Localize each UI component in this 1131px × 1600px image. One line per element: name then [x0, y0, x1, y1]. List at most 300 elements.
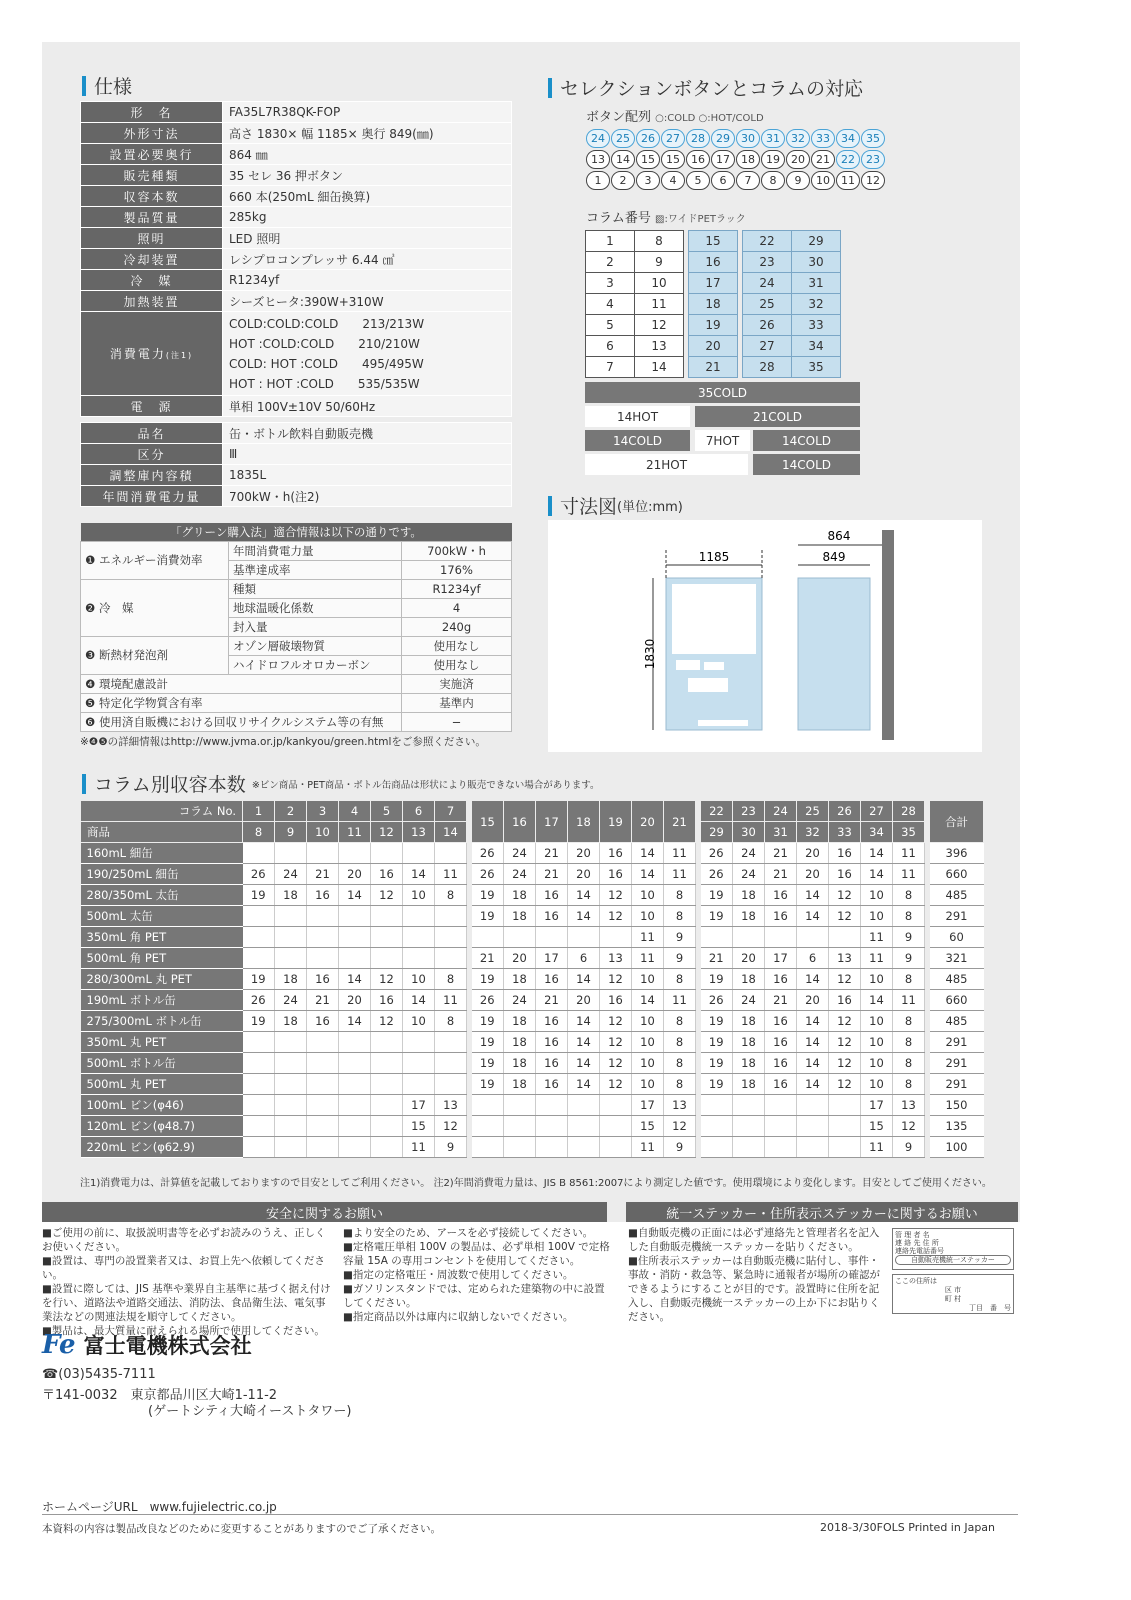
capacity-cell: 12: [600, 1011, 632, 1032]
column-cell: 26: [743, 315, 792, 336]
capacity-cell: [435, 1053, 467, 1074]
spec-key: 冷却装置: [81, 249, 223, 270]
column-cell: 20: [689, 336, 738, 357]
capacity-cell: 20: [339, 864, 371, 885]
capacity-cell: 10: [861, 1011, 893, 1032]
column-cell: 9: [635, 252, 684, 273]
capacity-cell: [536, 1137, 568, 1158]
column-cell: 18: [689, 294, 738, 315]
spec-value: 864 ㎜: [223, 144, 512, 165]
capacity-cell: 15: [861, 1116, 893, 1137]
capacity-cell: 16: [536, 885, 568, 906]
capacity-cell: 12: [829, 969, 861, 990]
capacity-cell: 11: [632, 948, 664, 969]
capacity-cell: 19: [472, 1011, 504, 1032]
capacity-cell: 10: [403, 969, 435, 990]
capacity-cell: [435, 906, 467, 927]
capacity-cell: 14: [339, 885, 371, 906]
capacity-cell: 24: [504, 864, 536, 885]
capacity-cell: 18: [504, 969, 536, 990]
capacity-cell: 8: [893, 969, 925, 990]
green-value: 240g: [402, 617, 512, 636]
capacity-cell: [275, 1053, 307, 1074]
capacity-cell: 14: [339, 1011, 371, 1032]
total-cell: 291: [930, 1053, 984, 1074]
col-header: 16: [504, 801, 536, 843]
capacity-cell: 14: [403, 990, 435, 1011]
capacity-cell: 14: [339, 969, 371, 990]
selection-button: 26: [636, 129, 660, 148]
spec-value: レシプロコンプレッサ 6.44 ㎤: [223, 249, 512, 270]
capacity-cell: [307, 843, 339, 864]
capacity-cell: [307, 1095, 339, 1116]
capacity-cell: [829, 1116, 861, 1137]
capacity-cell: [600, 1116, 632, 1137]
capacity-cell: 18: [275, 885, 307, 906]
green-item: ❺ 特定化学物質含有率: [81, 693, 402, 712]
title-bar-icon: [82, 76, 86, 96]
col-header: 27: [861, 801, 893, 822]
capacity-cell: 12: [600, 969, 632, 990]
capacity-cell: 20: [733, 948, 765, 969]
capacity-cell: [339, 1032, 371, 1053]
capacity-cell: [371, 1095, 403, 1116]
spec-key: 調整庫内容積: [81, 465, 223, 486]
capacity-title: コラム別収容本数 ※ビン商品・PET商品・ボトル缶商品は形状により販売できない場合があります。: [82, 770, 600, 797]
capacity-cell: [765, 1137, 797, 1158]
capacity-cell: [339, 927, 371, 948]
capacity-cell: 13: [435, 1095, 467, 1116]
info-panel: [688, 678, 728, 692]
column-cell: 15: [689, 231, 738, 252]
spec-row: [81, 165, 512, 186]
height-label: 1830: [643, 638, 657, 670]
col-header: 12: [371, 822, 403, 843]
capacity-cell: 14: [568, 906, 600, 927]
capacity-cell: 11: [435, 864, 467, 885]
selection-button: 19: [761, 150, 785, 169]
column-cell: 2: [586, 252, 635, 273]
product-name: 220mL ビン(φ62.9): [81, 1137, 243, 1158]
capacity-cell: 19: [472, 906, 504, 927]
capacity-cell: 19: [472, 1032, 504, 1053]
col-header: 1: [243, 801, 275, 822]
address-sticker-sample: ここの住所は 区 市 町 村 丁目 番 号: [892, 1274, 1014, 1314]
spec-value: Ⅲ: [223, 444, 512, 465]
column-cell: 11: [635, 294, 684, 315]
capacity-cell: 18: [733, 885, 765, 906]
capacity-cell: [403, 843, 435, 864]
capacity-cell: 12: [829, 906, 861, 927]
safety-right-text: ■より安全のため、アースを必ず接続してください。 ■定格電圧単相 100V の製品は、必ず単相 100V で定格容量 15A の専用コンセントを使用してください。 ■指定の定格電圧・周波数で使用してください。 ■ガソリンスタンドでは、定められた建築物の中に設置してください。 ■指定商品以外は庫内に収納しないでください。: [343, 1227, 610, 1323]
print-info: 2018-3/30FOLS Printed in Japan: [820, 1521, 996, 1534]
capacity-cell: [536, 1116, 568, 1137]
capacity-cell: 14: [797, 1011, 829, 1032]
spec-key: 収容本数: [81, 186, 223, 207]
capacity-cell: 12: [371, 1011, 403, 1032]
config-14cold-c: 14COLD: [753, 454, 860, 475]
capacity-cell: [243, 1053, 275, 1074]
spec-key: 冷 媒: [81, 270, 223, 291]
selection-button: 28: [686, 129, 710, 148]
capacity-cell: 18: [275, 969, 307, 990]
capacity-cell: 26: [472, 990, 504, 1011]
capacity-cell: 24: [504, 990, 536, 1011]
capacity-cell: 10: [403, 1011, 435, 1032]
total-cell: 321: [930, 948, 984, 969]
capacity-cell: 19: [701, 1032, 733, 1053]
capacity-cell: 8: [664, 1074, 696, 1095]
capacity-cell: [600, 1095, 632, 1116]
capacity-cell: [797, 1137, 829, 1158]
spec-row: [81, 291, 512, 312]
green-sub: 種類: [229, 579, 402, 598]
capacity-cell: [403, 1032, 435, 1053]
capacity-cell: 19: [243, 1011, 275, 1032]
total-cell: 291: [930, 1074, 984, 1095]
dimension-figure: [548, 520, 982, 752]
capacity-cell: 14: [632, 843, 664, 864]
title-bar-icon: [548, 496, 552, 516]
capacity-cell: [403, 1074, 435, 1095]
total-cell: 660: [930, 864, 984, 885]
green-row: [81, 693, 512, 712]
capacity-cell: [275, 843, 307, 864]
spec-key: 年間消費電力量: [81, 486, 223, 507]
total-cell: 291: [930, 1032, 984, 1053]
product-name: 350mL 丸 PET: [81, 1032, 243, 1053]
capacity-cell: [307, 1032, 339, 1053]
col-header: 23: [733, 801, 765, 822]
selection-button: 23: [861, 150, 885, 169]
capacity-cell: 20: [797, 843, 829, 864]
capacity-cell: [797, 1095, 829, 1116]
spec-row: [81, 186, 512, 207]
table-row: [81, 1011, 984, 1032]
spec-key: 販売種類: [81, 165, 223, 186]
spec-value: 35 セレ 36 押ボタン: [223, 165, 512, 186]
capacity-cell: 20: [568, 990, 600, 1011]
selection-button: 29: [711, 129, 735, 148]
selection-button: 21: [811, 150, 835, 169]
capacity-cell: 16: [765, 885, 797, 906]
col-header: 15: [472, 801, 504, 843]
capacity-cell: [371, 1137, 403, 1158]
capacity-cell: 8: [664, 885, 696, 906]
spec-row: [81, 228, 512, 249]
capacity-cell: 12: [829, 1053, 861, 1074]
capacity-cell: [733, 1095, 765, 1116]
spec-value: 高さ 1830× 幅 1185× 奥行 849(㎜): [223, 123, 512, 144]
spec-key: 設置必要奥行: [81, 144, 223, 165]
capacity-cell: [243, 1116, 275, 1137]
capacity-cell: 21: [307, 864, 339, 885]
capacity-cell: 12: [829, 1074, 861, 1095]
product-name: 275/300mL ボトル缶: [81, 1011, 243, 1032]
col-header: 9: [275, 822, 307, 843]
col-header: 34: [861, 822, 893, 843]
col-header: 22: [701, 801, 733, 822]
capacity-cell: 8: [893, 1074, 925, 1095]
capacity-cell: 20: [568, 843, 600, 864]
product-name: 190mL ボトル缶: [81, 990, 243, 1011]
capacity-cell: 14: [797, 1032, 829, 1053]
green-sub: 封入量: [229, 617, 402, 636]
capacity-cell: 18: [733, 906, 765, 927]
capacity-cell: [701, 1116, 733, 1137]
capacity-cell: 16: [536, 1011, 568, 1032]
capacity-cell: [339, 1116, 371, 1137]
col-header: 21: [664, 801, 696, 843]
col-header: 28: [893, 801, 925, 822]
capacity-cell: 16: [765, 1053, 797, 1074]
capacity-cell: 10: [861, 1074, 893, 1095]
capacity-cell: [568, 927, 600, 948]
capacity-cell: 14: [861, 864, 893, 885]
col-header: 18: [568, 801, 600, 843]
selection-button: 30: [736, 129, 760, 148]
capacity-cell: 16: [765, 1074, 797, 1095]
capacity-cell: 13: [600, 948, 632, 969]
capacity-cell: [243, 843, 275, 864]
capacity-cell: [275, 1095, 307, 1116]
capacity-cell: 11: [893, 990, 925, 1011]
spec-row: [81, 423, 512, 444]
button-row-bottom: [586, 171, 885, 190]
capacity-cell: 9: [893, 948, 925, 969]
col-header: 26: [829, 801, 861, 822]
green-item: ❷ 冷 媒: [81, 579, 229, 636]
column-cell: 16: [689, 252, 738, 273]
capacity-cell: [829, 1137, 861, 1158]
green-value: 700kW・h: [402, 541, 512, 560]
homepage-url[interactable]: ホームページURL www.fujielectric.co.jp: [42, 1500, 277, 1514]
column-cell: 24: [743, 273, 792, 294]
column-cell: 34: [792, 336, 841, 357]
capacity-cell: 17: [536, 948, 568, 969]
capacity-cell: 11: [664, 843, 696, 864]
capacity-cell: 24: [275, 990, 307, 1011]
product-name: 350mL 角 PET: [81, 927, 243, 948]
green-value: 176%: [402, 560, 512, 579]
green-item: ❹ 環境配慮設計: [81, 674, 402, 693]
spec-key: 外形寸法: [81, 123, 223, 144]
capacity-cell: 12: [600, 1032, 632, 1053]
capacity-cell: 10: [632, 906, 664, 927]
capacity-cell: [339, 1137, 371, 1158]
capacity-cell: [472, 927, 504, 948]
table-row: [81, 864, 984, 885]
capacity-cell: 11: [861, 948, 893, 969]
spec-row-power: [81, 312, 512, 396]
outlet: [698, 720, 748, 726]
capacity-cell: 14: [403, 864, 435, 885]
green-value: 使用なし: [402, 655, 512, 674]
capacity-cell: 21: [765, 864, 797, 885]
capacity-cell: [243, 906, 275, 927]
capacity-cell: 14: [568, 1053, 600, 1074]
spec-table: [80, 101, 512, 507]
capacity-cell: 12: [371, 969, 403, 990]
config-14hot: 14HOT: [585, 406, 690, 427]
capacity-cell: 8: [664, 1032, 696, 1053]
capacity-cell: 26: [701, 864, 733, 885]
total-cell: 485: [930, 969, 984, 990]
capacity-cell: [403, 948, 435, 969]
spec-row: [81, 249, 512, 270]
green-sub: ハイドロフルオロカーボン: [229, 655, 402, 674]
capacity-cell: 8: [893, 1053, 925, 1074]
capacity-cell: [568, 1137, 600, 1158]
capacity-cell: 16: [765, 1032, 797, 1053]
selection-button: 16: [686, 150, 710, 169]
capacity-cell: [435, 843, 467, 864]
capacity-cell: 12: [600, 1053, 632, 1074]
capacity-cell: 16: [765, 906, 797, 927]
capacity-cell: [275, 948, 307, 969]
product-name: 160mL 細缶: [81, 843, 243, 864]
capacity-cell: 10: [632, 1074, 664, 1095]
capacity-cell: 10: [632, 1032, 664, 1053]
green-value: 基準内: [402, 693, 512, 712]
capacity-cell: [504, 927, 536, 948]
green-row: [81, 674, 512, 693]
green-item: ❻ 使用済自販機における回収リサイクルシステム等の有無: [81, 712, 402, 731]
capacity-cell: 21: [472, 948, 504, 969]
capacity-cell: 14: [797, 1074, 829, 1095]
selection-button: 33: [811, 129, 835, 148]
column-cell: 10: [635, 273, 684, 294]
selection-button: 8: [761, 171, 785, 190]
capacity-cell: 8: [893, 1032, 925, 1053]
col-header: 11: [339, 822, 371, 843]
capacity-cell: 14: [861, 990, 893, 1011]
spec-title: 仕様: [82, 72, 132, 99]
green-sub: オゾン層破壊物質: [229, 636, 402, 655]
selection-button: 31: [761, 129, 785, 148]
capacity-cell: 11: [664, 864, 696, 885]
disclaimer: 本資料の内容は製品改良などのために変更することがありますのでご了承ください。: [42, 1523, 441, 1535]
selection-button: 25: [611, 129, 635, 148]
capacity-cell: 14: [797, 969, 829, 990]
capacity-cell: 19: [701, 885, 733, 906]
capacity-cell: 14: [568, 1074, 600, 1095]
capacity-cell: 8: [435, 1011, 467, 1032]
capacity-cell: 6: [568, 948, 600, 969]
table-row: [81, 885, 984, 906]
capacity-cell: [536, 1095, 568, 1116]
product-name: 500mL 丸 PET: [81, 1074, 243, 1095]
col-header: 35: [893, 822, 925, 843]
capacity-cell: 24: [733, 990, 765, 1011]
company-logo: Fe 富士電機株式会社: [42, 1330, 252, 1360]
capacity-cell: 18: [504, 1011, 536, 1032]
capacity-cell: 19: [472, 1074, 504, 1095]
selection-title: セレクションボタンとコラムの対応: [548, 74, 863, 101]
column-cell: 30: [792, 252, 841, 273]
total-cell: 660: [930, 990, 984, 1011]
selection-button: 5: [686, 171, 710, 190]
green-row: [81, 636, 512, 655]
selection-button: 15: [636, 150, 660, 169]
capacity-cell: 8: [435, 969, 467, 990]
capacity-cell: 11: [861, 1137, 893, 1158]
capacity-cell: 9: [893, 1137, 925, 1158]
capacity-cell: 8: [664, 1053, 696, 1074]
capacity-cell: 16: [536, 906, 568, 927]
capacity-cell: 16: [829, 843, 861, 864]
product-name: 100mL ビン(φ46): [81, 1095, 243, 1116]
capacity-cell: [243, 927, 275, 948]
spec-value: LED 照明: [223, 228, 512, 249]
spec-value: 700kW・h(注2): [223, 486, 512, 507]
spec-row-supply: 電 源 単相 100V±10V 50/60Hz: [81, 396, 512, 417]
green-value: 使用なし: [402, 636, 512, 655]
column-cell: 1: [586, 231, 635, 252]
capacity-cell: [504, 1116, 536, 1137]
capacity-cell: 14: [861, 843, 893, 864]
capacity-cell: 12: [371, 885, 403, 906]
selection-button: 4: [661, 171, 685, 190]
capacity-cell: 8: [893, 885, 925, 906]
total-header: 合計: [930, 801, 984, 843]
total-cell: 291: [930, 906, 984, 927]
spec-row: [81, 270, 512, 291]
capacity-cell: 14: [797, 885, 829, 906]
col-header: 29: [701, 822, 733, 843]
selection-button: 10: [811, 171, 835, 190]
selection-button: 1: [586, 171, 610, 190]
capacity-cell: 18: [504, 1074, 536, 1095]
col-header: 32: [797, 822, 829, 843]
capacity-cell: 18: [504, 885, 536, 906]
product-name: 500mL 角 PET: [81, 948, 243, 969]
capacity-cell: 24: [504, 843, 536, 864]
column-cell: 35: [792, 357, 841, 378]
config-21hot: 21HOT: [585, 454, 748, 475]
selection-button: 7: [736, 171, 760, 190]
capacity-cell: [371, 843, 403, 864]
capacity-cell: [701, 927, 733, 948]
capacity-cell: [733, 927, 765, 948]
green-table: [80, 523, 512, 732]
selection-button: 13: [586, 150, 610, 169]
capacity-cell: 8: [893, 906, 925, 927]
product-name: 190/250mL 細缶: [81, 864, 243, 885]
capacity-cell: 16: [536, 1074, 568, 1095]
capacity-cell: 21: [536, 864, 568, 885]
capacity-cell: 19: [472, 969, 504, 990]
button-layout-label: ボタン配列 ○:COLD ○:HOT/COLD: [586, 110, 764, 125]
capacity-cell: 10: [861, 906, 893, 927]
spec-value: COLD:COLD:COLD 213/213W HOT :COLD:COLD 210/210W COLD: HOT :COLD 495/495W HOT : HOT :COLD 535/535W: [223, 312, 512, 396]
selection-button: 20: [786, 150, 810, 169]
selection-button: 6: [711, 171, 735, 190]
config-14cold-b: 14COLD: [753, 430, 860, 451]
capacity-cell: 26: [243, 864, 275, 885]
capacity-cell: [339, 1095, 371, 1116]
capacity-cell: [339, 906, 371, 927]
capacity-cell: [371, 906, 403, 927]
capacity-cell: 12: [600, 885, 632, 906]
capacity-cell: [339, 1074, 371, 1095]
capacity-cell: [243, 1137, 275, 1158]
col-header: 31: [765, 822, 797, 843]
capacity-cell: [435, 1074, 467, 1095]
divider: [42, 1514, 1018, 1515]
column-cell: 19: [689, 315, 738, 336]
capacity-cell: 21: [765, 843, 797, 864]
